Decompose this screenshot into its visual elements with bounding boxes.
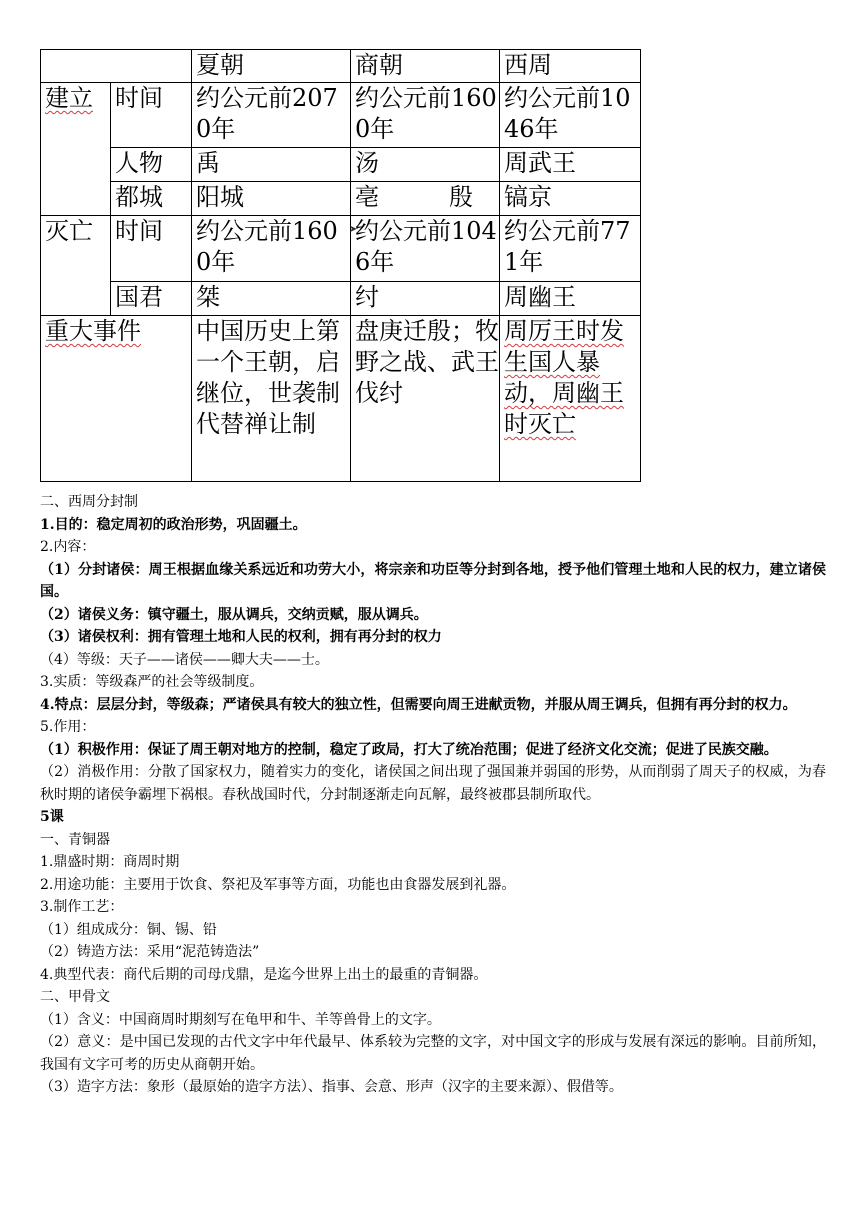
founder-shang: 汤 — [351, 148, 500, 182]
capital-xia: 阳城 — [192, 182, 351, 216]
capital-shang-cell — [351, 182, 500, 216]
note-line: 二、甲骨文 — [40, 989, 110, 1005]
last-ruler-xia: 桀 — [192, 282, 351, 316]
header-western-zhou: 西周 — [500, 50, 641, 83]
capital-shang-yin: 殷 — [449, 183, 473, 211]
founding-time-western-zhou: 约公元前1046年 — [500, 83, 641, 148]
table-row — [41, 216, 641, 282]
founding-time-xia: 约公元前2070年 — [192, 83, 351, 148]
table-header-row — [41, 50, 641, 83]
note-line: （1）分封诸侯：周王根据血缘关系远近和功劳大小，将宗亲和功臣等分封到各地，授予他们管理土地和人民的权力，建立诸侯国。 — [40, 561, 826, 600]
events-shang: 盘庚迁殷；牧野之战、武王伐纣 — [351, 316, 500, 482]
note-line: （4）等级：天子——诸侯——卿大夫——士。 — [40, 651, 329, 668]
table-row — [41, 148, 641, 182]
fall-time-shang: 约公元前1046年 — [351, 216, 500, 282]
ruler-label: 国君 — [111, 282, 192, 316]
note-line: 2.用途功能：主要用于饮食、祭祀及军事等方面，功能也由食器发展到礼器。 — [40, 876, 516, 893]
note-line: （2）意义：是中国已发现的古代文字中年代最早、体系较为完整的文字，对中国文字的形成与发展有深远的影响。目前所知，我国有文字可考的历史从商朝开始。 — [40, 1034, 826, 1073]
founding-time-shang: 约公元前1600年 — [351, 83, 500, 148]
table-row — [41, 83, 641, 148]
fall-time-xia: 约公元前1600年 — [192, 216, 351, 282]
events-western-zhou-cell — [500, 316, 641, 482]
note-line: 5.作用： — [40, 719, 96, 735]
note-line: 5课 — [40, 809, 64, 825]
events-label: 重大事件 — [45, 317, 141, 345]
fall-time-label: 时间 — [111, 216, 192, 282]
note-line: （2）消极作用：分散了国家权力，随着实力的变化，诸侯国之间出现了强国兼并弱国的形势，从而削弱了周天子的权威，为春秋时期的诸侯争霸埋下祸根。春秋战国时代，分封制逐渐走向瓦解，最终被郡县制所取代。 — [40, 764, 826, 803]
arrow-marker-icon: ➤ — [349, 224, 358, 235]
table-row — [41, 282, 641, 316]
events-xia: 中国历史上第一个王朝，启继位，世袭制代替禅让制 — [192, 316, 351, 482]
dynasty-table — [40, 49, 641, 482]
person-label: 人物 — [111, 148, 192, 182]
time-label: 时间 — [111, 83, 192, 148]
note-line: （3）造字方法：象形（最原始的造字方法）、指事、会意、形声（汉字的主要来源）、假借等。 — [40, 1079, 623, 1095]
note-line: 3.实质：等级森严的社会等级制度。 — [40, 674, 264, 690]
table-corner-cell — [41, 50, 192, 83]
table-row — [41, 316, 641, 482]
note-line: （2）诸侯义务：镇守疆土，服从调兵，交纳贡赋，服从调兵。 — [40, 606, 428, 623]
fall-time-western-zhou: 约公元前771年 — [500, 216, 641, 282]
note-line: （2）铸造方法：采用“泥范铸造法” — [40, 944, 260, 960]
note-line: （3）诸侯权利：拥有管理土地和人民的权利，拥有再分封的权力 — [40, 629, 442, 645]
note-line: 4.典型代表：商代后期的司母戊鼎，是迄今世界上出土的最重的青铜器。 — [40, 966, 488, 983]
capital-shang-bo: 亳 — [355, 183, 379, 211]
note-line: 二、西周分封制 — [40, 494, 138, 510]
note-line: 3.制作工艺： — [40, 899, 124, 915]
events-label-cell — [41, 316, 192, 482]
note-line: 一、青铜器 — [40, 831, 110, 848]
note-line: （1）组成成分：铜、锡、铅 — [40, 921, 217, 938]
events-western-zhou: 周厉王时发生国人暴动，周幽王时灭亡 — [504, 317, 624, 438]
table-row — [41, 182, 641, 216]
note-line: （1）积极作用：保证了周王朝对地方的控制，稳定了政局，打大了统冶范围；促进了经济文化交流；促进了民族交融。 — [40, 741, 778, 758]
notes-section — [40, 491, 826, 1099]
header-shang: 商朝 — [351, 50, 500, 83]
founder-western-zhou: 周武王 — [500, 148, 641, 182]
note-line: 1.鼎盛时期：商周时期 — [40, 854, 180, 870]
last-ruler-western-zhou: 周幽王 — [500, 282, 641, 316]
fall-label: 灭亡 — [41, 216, 111, 316]
header-xia: 夏朝 — [192, 50, 351, 83]
founding-label: 建立 — [45, 84, 93, 112]
capital-label: 都城 — [111, 182, 192, 216]
capital-western-zhou: 镐京 — [500, 182, 641, 216]
last-ruler-shang: 纣 — [351, 282, 500, 316]
note-line: 2.内容： — [40, 539, 96, 555]
founding-label-cell — [41, 83, 111, 216]
note-line: （1）含义：中国商周时期刻写在龟甲和牛、羊等兽骨上的文字。 — [40, 1011, 441, 1028]
founder-xia: 禹 — [192, 148, 351, 182]
note-line: 4.特点：层层分封，等级森；严诸侯具有较大的独立性，但需要向周王进献贡物，并服从周王调兵，但拥有再分封的权力。 — [40, 696, 797, 713]
note-line: 1.目的：稳定周初的政治形势，巩固疆土。 — [40, 516, 307, 533]
